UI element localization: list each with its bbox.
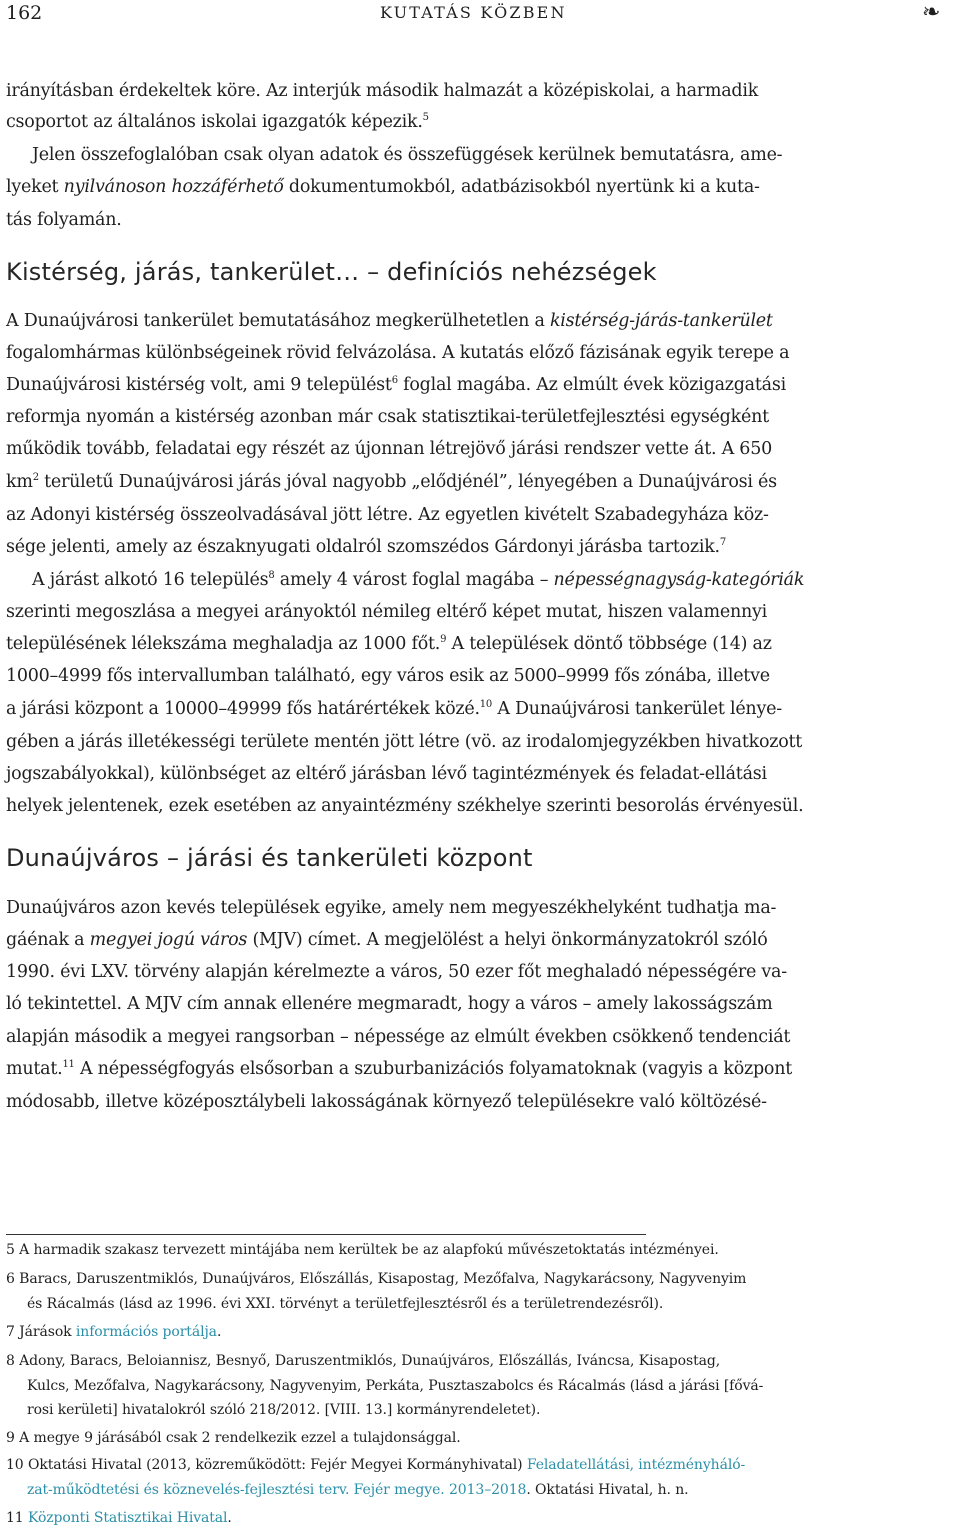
footnote-ref: 5 [422, 112, 429, 124]
reference-link[interactable]: zat-működtetési és köznevelés-fejlesztési terv. Fejér megye. 2013–2018 [27, 1482, 527, 1498]
text-segment: amely 4 várost foglal magába – [274, 570, 554, 590]
text-segment: a járási központ a 10000–49999 fős határértékek közé. [6, 699, 480, 719]
text-segment: az Adonyi kistérség összeolvadásával jött létre. Az egyetlen kivételt Szabadegyháza köz- [6, 505, 769, 525]
text-line [6, 406, 769, 428]
footnote-ref: 7 [719, 537, 726, 549]
running-title: KUTATÁS KÖZBEN [380, 3, 567, 22]
text-segment: 1990. évi LXV. törvény alapján kérelmezte a város, 50 ezer főt meghaladó népességére va- [6, 962, 787, 982]
floral-ornament-icon: ❧ [922, 0, 941, 25]
text-segment: és Rácalmás (lásd az 1996. évi XXI. törvényt a területfejlesztésről és a területrendezésről). [27, 1296, 664, 1312]
reference-link[interactable]: információs portálja [75, 1324, 217, 1340]
footnote-ref: 11 [62, 1059, 75, 1071]
footnote-line [6, 1241, 719, 1259]
text-line [6, 929, 768, 951]
text-segment: sége jelenti, amely az északnyugati oldalról szomszédos Gárdonyi járásba tartozik. [6, 537, 720, 557]
text-segment: területű Dunaújvárosi járás jóval nagyobb „elődjénél”, lényegében a Dunaújvárosi és [38, 472, 777, 492]
text-line [6, 633, 772, 655]
italic-text: megyei jogú város [89, 930, 248, 950]
section-heading: Dunaújváros – járási és tankerületi központ [6, 844, 533, 872]
text-line [6, 504, 769, 526]
text-segment: . Oktatási Hivatal, h. n. [526, 1482, 689, 1498]
footnote-line [6, 1352, 720, 1370]
text-segment: 9 A megye 9 járásából csak 2 rendelkezik ezzel a tulajdonsággal. [6, 1430, 461, 1446]
text-line [6, 471, 777, 493]
text-line [6, 1058, 792, 1080]
text-segment: alapján második a megyei rangsorban – népessége az elmúlt években csökkenő tendenciát [6, 1027, 791, 1047]
text-line [6, 993, 772, 1015]
reference-link[interactable]: Központi Statisztikai Hivatal [27, 1510, 228, 1526]
text-segment: 7 Járások [6, 1324, 76, 1340]
text-segment: dokumentumokból, adatbázisokból nyertünk ki a kuta- [283, 177, 760, 197]
footnote-line [6, 1456, 745, 1474]
text-segment: módosabb, illetve középosztálybeli lakosságának környező településekre való költözésé- [6, 1092, 767, 1112]
page-number: 162 [6, 2, 43, 24]
text-segment: helyek jelentenek, ezek esetében az anyaintézmény székhelye szerinti besorolás érvényesül. [6, 796, 804, 816]
reference-link[interactable]: Feladatellátási, intézményháló- [526, 1457, 746, 1473]
text-segment: Kulcs, Mezőfalva, Nagykarácsony, Nagyvenyim, Perkáta, Pusztaszabolcs és Rácalmás (lásd a járási [fővá- [27, 1378, 764, 1394]
footnote-line [27, 1481, 688, 1499]
text-line [6, 961, 787, 983]
text-line [6, 1026, 790, 1048]
text-segment: (MJV) címet. A megjelölést a helyi önkormányzatokról szóló [247, 930, 768, 950]
text-line [6, 795, 803, 817]
text-line [6, 536, 726, 558]
text-line [6, 80, 758, 102]
text-segment: Dunaújváros azon kevés települések egyike, amely nem megyeszékhelyként tudhatja ma- [6, 898, 777, 918]
text-line [6, 438, 772, 460]
text-line [6, 374, 786, 396]
text-line [6, 310, 773, 332]
text-line [6, 897, 776, 919]
footnote-line [27, 1401, 540, 1419]
footnote-ref: 6 [391, 375, 398, 387]
footnote-line [6, 1270, 746, 1288]
text-segment: 10 Oktatási Hivatal (2013, közreműködött: Fejér Megyei Kormányhivatal) [6, 1457, 527, 1473]
text-segment: településének lélekszáma meghaladja az 1000 főt. [6, 634, 441, 654]
text-line [32, 144, 782, 166]
text-line [6, 665, 770, 687]
text-segment: rosi kerületi] hivatalokról szóló 218/2012. [VIII. 13.] kormányrendeletet). [27, 1402, 541, 1418]
text-line [6, 698, 782, 720]
text-segment: A népességfogyás elsősorban a szuburbanizációs folyamatoknak (vagyis a központ [74, 1059, 793, 1079]
text-segment: . [227, 1510, 232, 1526]
italic-text: kistérség-járás-tankerület [549, 311, 773, 331]
text-segment: fogalomhármas különbségeinek rövid felvázolása. A kutatás előző fázisának egyik terepe a [6, 343, 790, 363]
running-header [0, 0, 960, 30]
text-segment: szerinti megoszlása a megyei arányoktól némileg eltérő képet mutat, hiszen valamennyi [6, 602, 767, 622]
text-segment: A települések döntő többsége (14) az [446, 634, 772, 654]
text-segment: ló tekintettel. A MJV cím annak ellenére megmaradt, hogy a város – amely lakosságszám [6, 994, 773, 1014]
text-line [6, 763, 767, 785]
text-segment: Jelen összefoglalóban csak olyan adatok és összefüggések kerülnek bemutatásra, ame- [32, 145, 783, 165]
footnote-ref: 8 [268, 570, 275, 582]
footnote-line [6, 1429, 461, 1447]
text-segment: gében a járás illetékességi területe mentén jött létre (vö. az irodalomjegyzékben hivatkozott [6, 732, 803, 752]
text-segment: 11 [6, 1510, 28, 1526]
text-line [6, 731, 802, 753]
text-segment: A Dunaújvárosi tankerület lénye- [492, 699, 782, 719]
text-segment: A Dunaújvárosi tankerület bemutatásához megkerülhetetlen a [6, 311, 550, 331]
footnote-line [27, 1377, 763, 1395]
text-segment: foglal magába. Az elmúlt évek közigazgatási [397, 375, 786, 395]
text-segment: Dunaújvárosi kistérség volt, ami 9 települést [6, 375, 392, 395]
footnote-line [6, 1509, 232, 1527]
text-segment: 1000–4999 fős intervallumban található, egy város esik az 5000–9999 fős zónába, illetve [6, 666, 770, 686]
text-segment: mutat. [6, 1059, 63, 1079]
section-heading: Kistérség, járás, tankerület… – definíciós nehézségek [6, 258, 657, 286]
text-segment: lyeket [6, 177, 64, 197]
text-segment: 5 A harmadik szakasz tervezett mintájába nem kerültek be az alapfokú művészetoktatás intézményei. [6, 1242, 719, 1258]
text-segment: km [6, 472, 33, 492]
italic-text: népességnagyság-kategóriák [553, 570, 805, 590]
text-segment: . [216, 1324, 222, 1340]
text-segment: A járást alkotó 16 település [32, 570, 269, 590]
text-segment: 6 Baracs, Daruszentmiklós, Dunaújváros, Előszállás, Kisapostag, Mezőfalva, Nagykarácsony, Nagyvenyim [6, 1271, 747, 1287]
footnote-divider [6, 1234, 646, 1235]
text-segment: 8 Adony, Baracs, Beloiannisz, Besnyő, Daruszentmiklós, Dunaújváros, Előszállás, Iváncsa, Kisapostag, [6, 1353, 721, 1369]
text-line [6, 1091, 767, 1113]
footnote-line [6, 1323, 221, 1341]
text-segment: működik tovább, feladatai egy részét az újonnan létrejövő járási rendszer vette át. A 650 [6, 439, 772, 459]
text-segment: tás folyamán. [6, 210, 122, 230]
text-segment: gáénak a [6, 930, 90, 950]
text-line [6, 176, 760, 198]
footnote-line [27, 1295, 663, 1313]
footnote-ref: 10 [479, 699, 493, 711]
italic-text: nyilvánoson hozzáférhető [63, 177, 284, 197]
text-line [6, 111, 429, 133]
text-line [32, 569, 804, 591]
text-line [6, 209, 122, 231]
text-line [6, 342, 789, 364]
text-segment: csoportot az általános iskolai igazgatók képezik. [6, 112, 423, 132]
text-segment: irányításban érdekeltek köre. Az interjúk második halmazát a középiskolai, a harmadik [6, 81, 759, 101]
footnote-ref: 2 [32, 472, 39, 484]
text-segment: jogszabályokkal), különbséget az eltérő járásban lévő tagintézmények és feladat-ellátási [6, 764, 767, 784]
text-segment: reformja nyomán a kistérség azonban már csak statisztikai-területfejlesztési egységként [6, 407, 769, 427]
footnote-ref: 9 [440, 634, 447, 646]
text-line [6, 601, 767, 623]
